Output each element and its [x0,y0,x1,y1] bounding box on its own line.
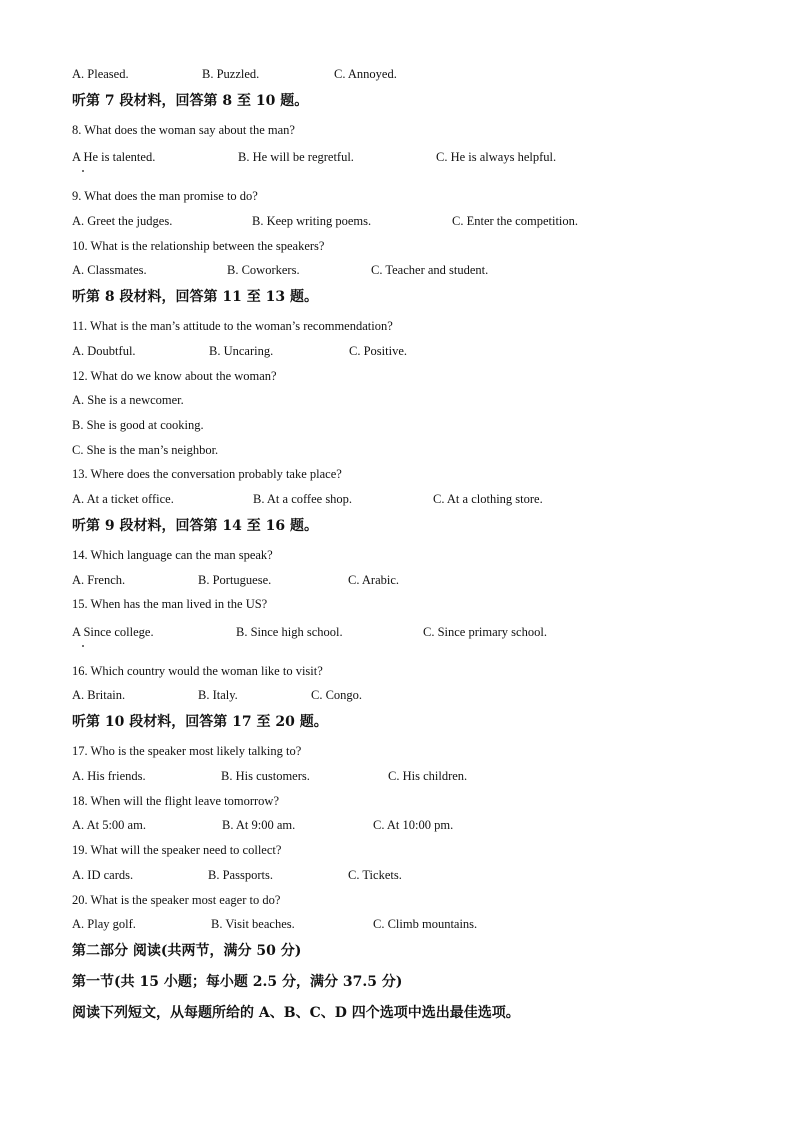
option-b: B. At a coffee shop. [253,492,353,506]
option-a: A He is talented. [72,150,156,164]
instruction-heading: 阅读下列短文，从每题所给的 A、B、C、D 四个选项中选出最佳选项。 [72,1005,520,1021]
option-c: C. Teacher and student. [371,263,489,277]
option-b: B. Keep writing poems. [252,214,372,228]
question-text: 17. Who is the speaker most likely talking to? [72,744,302,758]
option-line: A. She is a newcomer. [72,393,184,407]
question-text: 10. What is the relationship between the speakers? [72,239,325,253]
section-heading: 第一节(共 15 小题；每小题 2.5 分，满分 37.5 分) [72,974,403,990]
option-a: A. Classmates. [72,263,147,277]
section-heading: 听第 8 段材料，回答第 11 至 13 题。 [72,289,318,305]
part-heading: 第二部分 阅读(共两节，满分 50 分) [72,943,302,959]
option-a: A. Play golf. [72,917,136,931]
option-c: C. At a clothing store. [433,492,543,506]
question-text: 19. What will the speaker need to collect? [72,843,282,857]
option-c: C. Annoyed. [334,67,397,81]
option-c: C. He is always helpful. [436,150,557,164]
question-text: 13. Where does the conversation probably take place? [72,467,342,481]
option-line: C. She is the man’s neighbor. [72,443,219,457]
option-line: B. She is good at cooking. [72,418,204,432]
option-a: A Since college. [72,625,154,639]
option-a: A. Doubtful. [72,344,136,358]
option-b: B. Italy. [198,688,238,702]
option-a: A. At 5:00 am. [72,818,146,832]
question-text: 11. What is the man’s attitude to the woman’s recommendation? [72,319,393,333]
option-a: A. Greet the judges. [72,214,173,228]
question-text: 16. Which country would the woman like to visit? [72,664,323,678]
question-text: 20. What is the speaker most eager to do? [72,893,281,907]
section-heading: 听第 9 段材料，回答第 14 至 16 题。 [72,518,318,534]
option-c: C. Positive. [349,344,407,358]
option-b: B. His customers. [221,769,310,783]
option-b: B. Puzzled. [202,67,260,81]
question-text: 18. When will the flight leave tomorrow? [72,794,280,808]
option-c: C. At 10:00 pm. [373,818,454,832]
question-text: 15. When has the man lived in the US? [72,597,268,611]
option-a: A. At a ticket office. [72,492,174,506]
option-a: A. His friends. [72,769,146,783]
option-c: C. Arabic. [348,573,400,587]
question-text: 12. What do we know about the woman? [72,369,277,383]
option-c: C. His children. [388,769,468,783]
option-b: B. Passports. [208,868,273,882]
option-c: C. Congo. [311,688,363,702]
option-b: B. Since high school. [236,625,343,639]
option-b: B. Portuguese. [198,573,272,587]
option-a: A. Pleased. [72,67,129,81]
dot-mark [82,645,84,647]
question-text: 9. What does the man promise to do? [72,189,258,203]
option-a: A. Britain. [72,688,126,702]
option-b: B. Visit beaches. [211,917,295,931]
section-heading: 听第 10 段材料，回答第 17 至 20 题。 [72,714,328,730]
option-b: B. Uncaring. [209,344,274,358]
dot-mark [82,170,84,172]
option-b: B. Coworkers. [227,263,300,277]
option-a: A. ID cards. [72,868,134,882]
question-text: 14. Which language can the man speak? [72,548,273,562]
section-heading: 听第 7 段材料，回答第 8 至 10 题。 [72,93,309,109]
option-c: C. Since primary school. [423,625,547,639]
option-c: C. Tickets. [348,868,402,882]
option-c: C. Enter the competition. [452,214,579,228]
question-text: 8. What does the woman say about the man? [72,123,295,137]
option-b: B. He will be regretful. [238,150,354,164]
option-a: A. French. [72,573,126,587]
option-c: C. Climb mountains. [373,917,478,931]
option-b: B. At 9:00 am. [222,818,296,832]
